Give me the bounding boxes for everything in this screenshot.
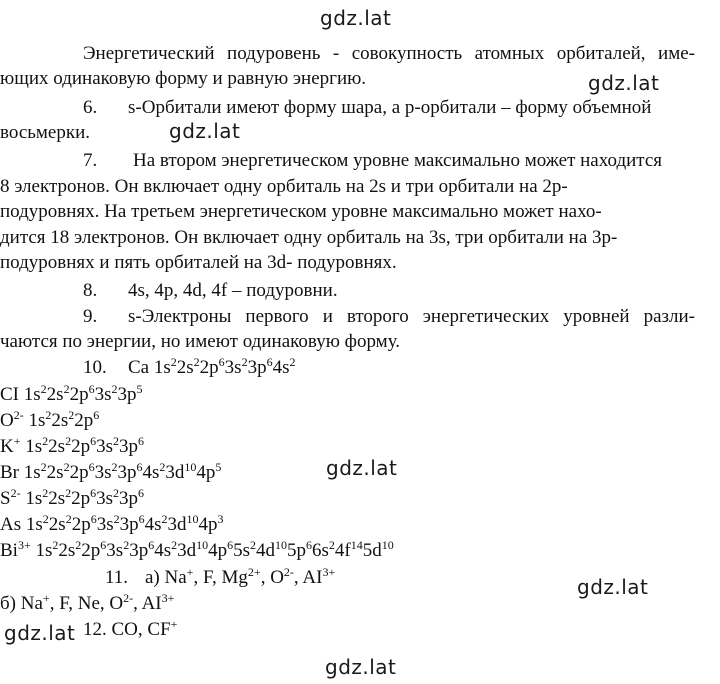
electron-count: 6 [266, 355, 273, 369]
electron-count: 10 [184, 460, 197, 474]
watermark: gdz.lat [588, 71, 660, 95]
config-line [0, 410, 99, 432]
orbital: 4s [142, 462, 160, 483]
species: O [109, 593, 124, 614]
element-symbol: S [0, 488, 11, 509]
question-number: 8. [83, 280, 98, 301]
orbital: 3d [177, 540, 197, 561]
element-symbol: CI [0, 384, 19, 405]
electron-config [0, 514, 224, 535]
ion-list: Na+, F, $Mg^{2+}$, $O^{2-}$, $AI^{3+}$ [164, 565, 336, 588]
orbital: 3p [247, 357, 267, 378]
electron-count: 6 [218, 355, 225, 369]
electron-count: 6 [93, 408, 100, 422]
watermark: gdz.lat [325, 655, 397, 679]
ion-charge: + [42, 591, 50, 605]
electron-count: 2 [63, 382, 70, 396]
electron-count: 2 [113, 486, 120, 500]
orbital: 2s [51, 410, 69, 431]
config-line [0, 488, 144, 510]
ion-charge: 3+ [161, 591, 175, 605]
element-symbol: Ca [128, 357, 150, 378]
intro-line: ющих одинаковую форму и равную энергию. [0, 68, 367, 89]
electron-count: 2 [42, 486, 49, 500]
ion-charge: 3+ [17, 538, 31, 552]
electron-count: 10 [196, 538, 209, 552]
orbital: 1s [25, 514, 43, 535]
config-line [0, 436, 144, 458]
orbital: 2s [48, 436, 66, 457]
config-line [0, 514, 224, 536]
orbital: 2s [46, 462, 64, 483]
orbital: 2s [58, 540, 76, 561]
orbital: 2p [69, 384, 89, 405]
question-6-continued: восьмерки. [0, 122, 91, 143]
electron-count: 2 [170, 355, 177, 369]
orbital: 2s [48, 488, 66, 509]
electron-count: 2 [40, 382, 47, 396]
electron-count: 5 [136, 382, 143, 396]
species: Ne [77, 593, 100, 614]
electron-count: 2 [68, 408, 75, 422]
element-symbol: Bi [0, 540, 18, 561]
question-7: 7. На втором энергетическом уровне максимально может находится [83, 150, 662, 171]
watermark: gdz.lat [577, 575, 649, 599]
electron-count: 2 [113, 512, 120, 526]
species: CO [111, 619, 138, 640]
orbital: 3s [224, 357, 242, 378]
electron-config [0, 540, 394, 561]
electron-count: 2 [42, 434, 49, 448]
electron-config [0, 488, 144, 509]
question-7-line: подуровнях и пять орбиталей на 3d- подуровнях. [0, 252, 397, 273]
orbital: 2s [176, 357, 194, 378]
orbital: 4s [144, 514, 162, 535]
electron-count: 6 [138, 512, 145, 526]
orbital: 4s [272, 357, 290, 378]
watermark: gdz.lat [169, 119, 241, 143]
config-line [0, 384, 142, 406]
question-12 [83, 619, 177, 641]
orbital: 4p [208, 540, 228, 561]
orbital: 4f [334, 540, 351, 561]
orbital: 6s [312, 540, 329, 561]
orbital: 3s [94, 384, 112, 405]
electron-config [0, 410, 99, 431]
electron-count: 6 [138, 486, 145, 500]
electron-count: 6 [148, 538, 155, 552]
electron-count: 2 [63, 460, 70, 474]
electron-count: 2 [40, 460, 47, 474]
config-line [0, 462, 221, 484]
ion-charge: 2+ [247, 565, 261, 579]
ion-charge: 2- [13, 408, 24, 422]
question-number: 11. [105, 567, 129, 588]
orbital: 4s [154, 540, 172, 561]
orbital: 1s [25, 488, 43, 509]
question-number: 6. [83, 97, 98, 118]
electron-count: 2 [65, 486, 72, 500]
electron-count: 2 [159, 460, 166, 474]
electron-count: 6 [88, 460, 95, 474]
orbital: 4p [196, 462, 216, 483]
orbital: 3s [96, 436, 113, 457]
electron-count: 10 [275, 538, 288, 552]
question-number: 9. [83, 306, 98, 327]
orbital: 2s [48, 514, 66, 535]
species: CF [147, 619, 171, 640]
orbital: 3p [119, 514, 139, 535]
electron-count: 2 [193, 355, 200, 369]
orbital: 2p [74, 410, 94, 431]
electron-count: 2 [123, 538, 130, 552]
orbital: 1s [35, 540, 53, 561]
orbital: 1s [23, 462, 41, 483]
orbital: 3s [96, 514, 114, 535]
electron-config [0, 462, 221, 483]
watermark: gdz.lat [326, 456, 398, 480]
question-7-line: дится 18 электронов. Он включает одну орбиталь на 3s, три орбитали на 3р- [0, 227, 618, 248]
question-6: 6. s-Орбитали имеют форму шара, а р-орбитали – форму объемной [83, 97, 652, 118]
electron-count: 2 [161, 512, 168, 526]
question-8: 8. 4s, 4p, 4d, 4f – подуровни. [83, 280, 338, 301]
question-11-a: 11. а) Na+, F, $Mg^{2+}$, $O^{2-}$, $AI^{3+}$ [105, 565, 336, 588]
ion-charge: 2- [283, 565, 294, 579]
electron-count: 2 [111, 382, 118, 396]
orbital: 3s [94, 462, 112, 483]
electron-config [0, 436, 144, 457]
orbital: 2p [199, 357, 219, 378]
question-9: 9. s-Электроны первого и второго энергетических уровней разли- [83, 306, 695, 327]
element-symbol: K [0, 436, 14, 457]
electron-count: 2 [42, 512, 49, 526]
orbital: 5p [287, 540, 307, 561]
orbital: 1s [28, 410, 46, 431]
electron-count: 6 [90, 434, 97, 448]
electron-count: 2 [52, 538, 59, 552]
electron-count: 2 [241, 355, 248, 369]
electron-count: 2 [65, 434, 72, 448]
species: F [202, 567, 212, 588]
orbital: 5d [362, 540, 382, 561]
orbital: 2p [81, 540, 101, 561]
config-line [0, 540, 394, 562]
electron-count: 2 [171, 538, 178, 552]
species: Na [20, 593, 43, 614]
species: Na [164, 567, 187, 588]
ion-charge: + [170, 617, 178, 631]
orbital: 3p [119, 488, 139, 509]
ion-charge: 2- [10, 486, 21, 500]
electron-count: 2 [328, 538, 335, 552]
electron-count: 10 [381, 538, 394, 552]
question-number: 10. [83, 357, 107, 378]
electron-count: 10 [186, 512, 199, 526]
orbital: 1s [23, 384, 41, 405]
orbital: 3p [129, 540, 149, 561]
orbital: 3p [117, 462, 137, 483]
watermark: gdz.lat [320, 6, 392, 30]
electron-count: 6 [227, 538, 234, 552]
orbital: 3p [117, 384, 137, 405]
orbital: 3d [167, 514, 187, 535]
electron-count: 2 [111, 460, 118, 474]
watermark: gdz.lat [4, 621, 76, 645]
orbital: 1s [153, 357, 171, 378]
question-7-line: подуровнях. На третьем энергетическом уровне максимально может нахо- [0, 201, 602, 222]
question-7-line: 8 электронов. Он включает одну орбиталь на 2s и три орбитали на 2р- [0, 176, 568, 197]
electron-count: 3 [217, 512, 224, 526]
electron-count: 2 [250, 538, 257, 552]
orbital: 1s [25, 436, 43, 457]
orbital: 2p [71, 488, 91, 509]
orbital: 2p [71, 514, 91, 535]
element-symbol: As [0, 514, 22, 535]
species: Mg [221, 567, 248, 588]
question-10-ca [83, 357, 295, 379]
electron-count: 6 [90, 486, 97, 500]
electron-count: 6 [306, 538, 313, 552]
species: AI [302, 567, 323, 588]
orbital: 3p [118, 436, 138, 457]
electron-count: 6 [88, 382, 95, 396]
orbital: 2s [46, 384, 64, 405]
orbital: 4p [198, 514, 218, 535]
orbital: 2p [69, 462, 89, 483]
intro-line: Энергетический подуровень - совокупность атомных орбиталей, име- [83, 43, 695, 64]
orbital: 4d [256, 540, 276, 561]
orbital: 2p [71, 436, 91, 457]
question-number: 7. [83, 150, 98, 171]
electron-count: 2 [75, 538, 82, 552]
electron-count: 6 [137, 434, 144, 448]
species: O [270, 567, 284, 588]
electron-count: 2 [112, 434, 119, 448]
electron-count: 6 [100, 538, 107, 552]
ion-charge: + [186, 565, 194, 579]
ion-list: CO, CF+ [111, 617, 178, 640]
question-number: 12. [83, 619, 107, 640]
ion-charge: 2- [123, 591, 134, 605]
orbital: 3s [96, 488, 114, 509]
orbital: 3d [165, 462, 185, 483]
ion-charge: + [13, 434, 21, 448]
electron-count: 2 [45, 408, 52, 422]
electron-count: 5 [215, 460, 222, 474]
orbital: 3s [106, 540, 124, 561]
electron-count: 2 [289, 355, 296, 369]
electron-count: 6 [136, 460, 143, 474]
orbital: 5s [233, 540, 251, 561]
question-11-b: б) Na+, F, Ne, $O^{2-}$, $AI^{3+}$ [0, 591, 175, 614]
species: F [59, 593, 69, 614]
species: AI [141, 593, 162, 614]
ion-charge: 3+ [322, 565, 336, 579]
question-9-continued: чаются по энергии, но имеют одинаковую форму. [0, 331, 401, 352]
electron-count: 6 [90, 512, 97, 526]
electron-count: 2 [65, 512, 72, 526]
element-symbol: Br [0, 462, 19, 483]
ion-list: Na+, F, Ne, $O^{2-}$, $AI^{3+}$ [20, 591, 175, 614]
electron-config [0, 384, 142, 405]
element-symbol: O [0, 410, 14, 431]
electron-config [128, 357, 295, 378]
electron-count: 14 [350, 538, 363, 552]
